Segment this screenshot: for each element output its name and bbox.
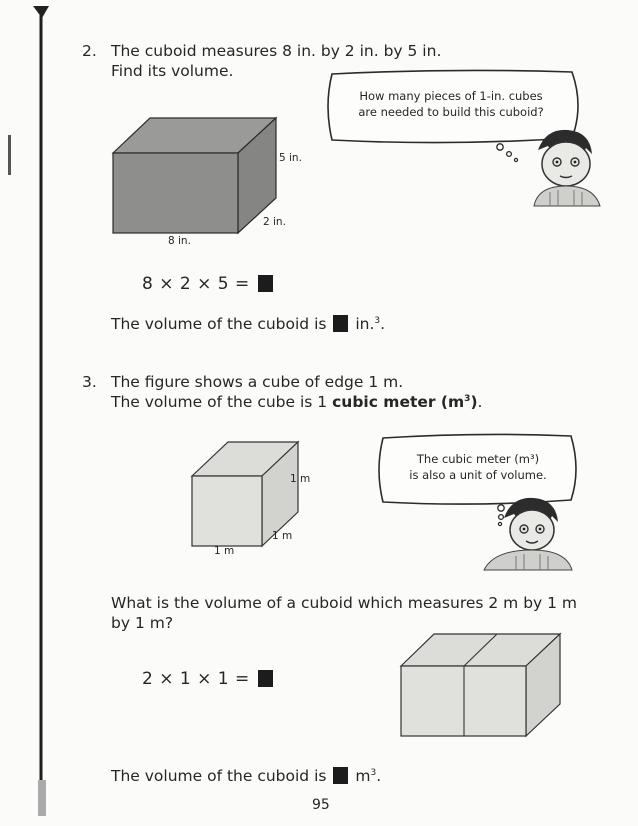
q2-answer-unit: in. [355,315,375,333]
q3-bold-text: cubic meter (m [332,393,465,411]
q2-bubble-line-2: are needed to build this cuboid? [358,105,544,119]
q3-bubble-line-1: The cubic meter (m³) [416,452,540,466]
q3-question-line-2: by 1 m? [111,614,174,632]
boy-character-illustration-2 [478,490,574,570]
q3-bold-sup: 3 [464,394,471,404]
q3-answer-prefix: The volume of the cuboid is [111,767,327,785]
q3-question-line-1: What is the volume of a cuboid which measures 2 m by 1 m [111,594,578,612]
q2-answer-sup: 3 [374,316,381,326]
q2-equation-text: 8 × 2 × 5 = [142,274,250,294]
q3-answer-end: . [376,767,382,785]
q3-definition-bold [332,393,477,411]
binding-margin [0,0,60,826]
q3-equation [142,669,275,689]
q3-volume-blank[interactable] [333,767,348,784]
q2-instruction: Find its volume. [111,62,234,80]
q2-answer-end: . [380,315,386,333]
q2-volume-blank[interactable] [333,315,348,332]
q2-answer-prefix: The volume of the cuboid is [111,315,327,333]
cuboid-8-2-5-figure [110,115,280,235]
q2-equation [142,274,275,294]
q2-bubble-line-1: How many pieces of 1-in. cubes [359,89,543,103]
q3-equation-text: 2 × 1 × 1 = [142,669,250,689]
cuboid-2-1-1-figure [398,632,563,742]
q3-bold-end: ) [470,393,478,411]
cube-label-length: 1 m [214,545,235,557]
q3-bubble-line-2: is also a unit of volume. [409,468,547,482]
q2-statement: The cuboid measures 8 in. by 2 in. by 5 in. [111,42,442,60]
boy-character-illustration [516,120,606,206]
label-height-5-in: 5 in. [279,152,302,164]
q3-answer-unit: m [355,767,371,785]
q2-answer-blank[interactable] [258,275,273,292]
label-length-8-in: 8 in. [168,235,191,247]
q3-definition [111,392,482,412]
q2-answer-sentence [111,314,385,334]
q3-definition-prefix: The volume of the cube is 1 [111,393,328,411]
q3-answer-sup: 3 [370,768,377,778]
q3-definition-end: . [477,393,483,411]
page-number: 95 [312,797,330,813]
q3-statement: The figure shows a cube of edge 1 m. [111,373,404,391]
q2-number: 2. [82,42,97,60]
q3-answer-sentence [111,766,381,786]
cube-label-depth: 1 m [272,530,293,542]
q3-number: 3. [82,373,97,391]
label-depth-2-in: 2 in. [263,216,286,228]
cube-label-height: 1 m [290,473,311,485]
q3-answer-blank[interactable] [258,670,273,687]
